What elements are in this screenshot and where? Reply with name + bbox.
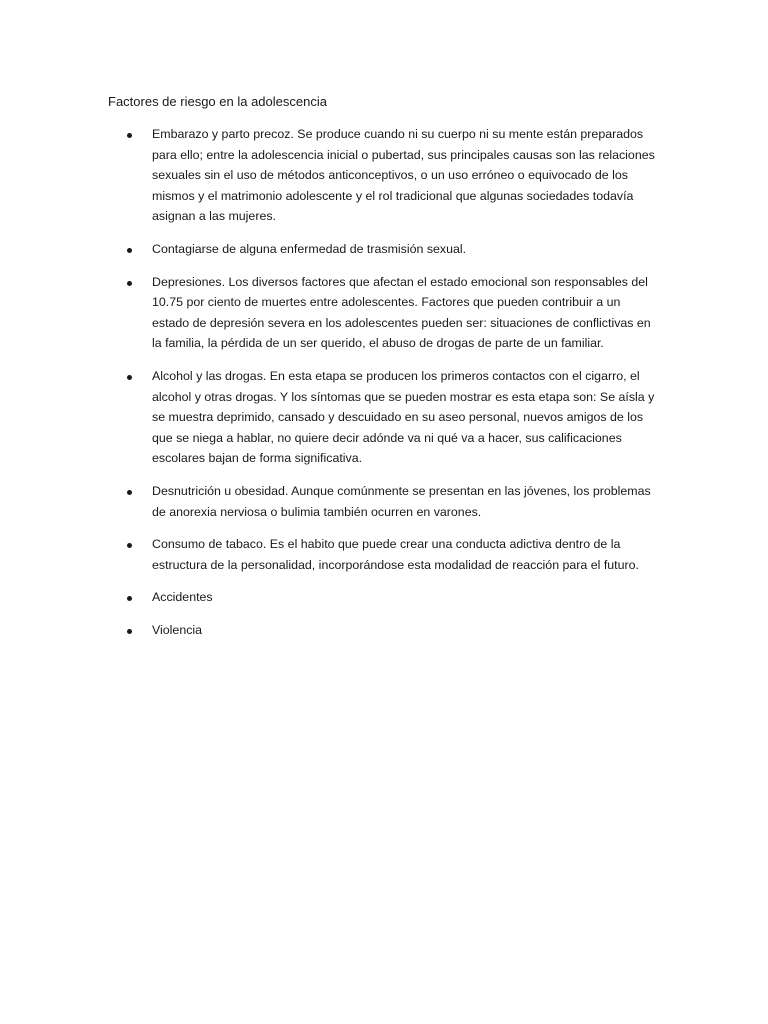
list-item: [0, 272, 768, 354]
list-item-text: Accidentes: [152, 590, 213, 605]
risk-factor-list: [0, 124, 768, 652]
list-item: [0, 587, 768, 608]
bullet-icon: [127, 281, 132, 286]
bullet-icon: [127, 596, 132, 601]
list-item: [0, 534, 768, 575]
bullet-icon: [127, 248, 132, 253]
list-item: [0, 620, 768, 641]
list-item: [0, 366, 768, 469]
bullet-icon: [127, 490, 132, 495]
bullet-icon: [127, 133, 132, 138]
list-item-text: Consumo de tabaco. Es el habito que puede crear una conducta adictiva dentro de la estructura de la personalidad, incorporándose esta modalidad de reacción para el futuro.: [152, 537, 639, 572]
bullet-icon: [127, 629, 132, 634]
list-item: [0, 124, 768, 227]
list-item-text: Embarazo y parto precoz. Se produce cuando ni su cuerpo ni su mente están preparados para ello; entre la adolescencia inicial o pubertad, sus principales causas son las relaciones sexuales sin el uso de métodos anticonceptivos, o un uso erróneo o equivocado de los mismos y el matrimonio adolescente y el rol tradicional que algunas sociedades todavía asignan a las mujeres.: [152, 127, 655, 224]
list-item-text: Violencia: [152, 622, 203, 637]
list-item: [0, 239, 768, 260]
bullet-icon: [127, 375, 132, 380]
list-item-text: Desnutrición u obesidad. Aunque comúnmente se presentan en las jóvenes, los problemas de anorexia nerviosa o bulimia también ocurren en varones.: [152, 483, 651, 519]
list-item-text: Depresiones. Los diversos factores que afectan el estado emocional son responsables del 10.75 por ciento de muertes entre adolescentes. Factores que pueden contribuir a un estado de depresión severa en los adolescentes pueden ser: situaciones de conflictivas en la familia, la pérdida de un ser querido, el abuso de drogas de parte de un familiar.: [152, 274, 651, 351]
list-item: [0, 481, 768, 522]
document-title: Factores de riesgo en la adolescencia: [108, 94, 327, 109]
bullet-icon: [127, 543, 132, 548]
list-item-text: Alcohol y las drogas. En esta etapa se producen los primeros contactos con el cigarro, el alcohol y otras drogas. Y los síntomas que se pueden mostrar es esta etapa son: Se aísla y se muestra deprimido, cansado y descuidado en su aseo personal, nuevos amigos de los que se niega a hablar, no quiere decir adónde va ni qué va a hacer, sus calificaciones escolares bajan de forma significativa.: [152, 368, 655, 466]
list-item-text: Contagiarse de alguna enfermedad de trasmisión sexual.: [152, 241, 467, 256]
